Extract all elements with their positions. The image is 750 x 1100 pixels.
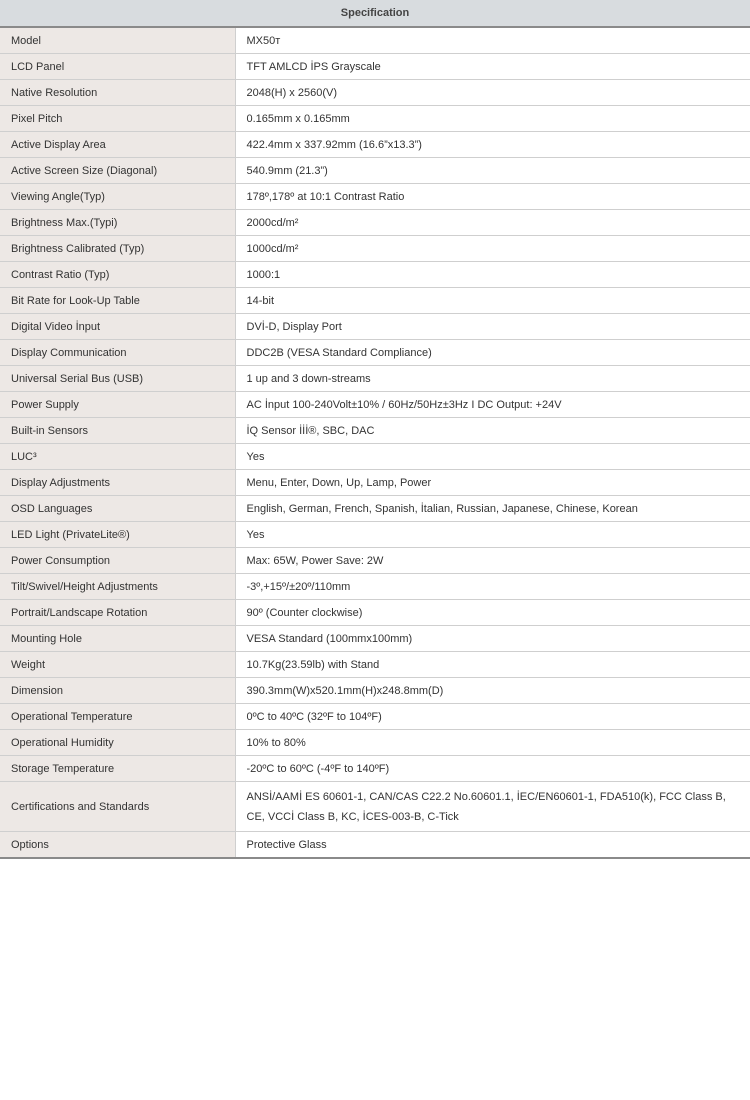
spec-value: ANSİ/AAMİ ES 60601-1, CAN/CAS C22.2 No.60601.1, İEC/EN60601-1, FDA510(k), FCC Class B, CE, VCCİ Class B, KC, İCES-003-B, C-Tick: [235, 782, 750, 832]
table-row: [0, 548, 750, 574]
spec-label: Operational Temperature: [0, 704, 235, 730]
table-row: [0, 236, 750, 262]
table-row: [0, 80, 750, 106]
spec-value: Yes: [235, 444, 750, 470]
spec-label: Dimension: [0, 678, 235, 704]
spec-label: Active Display Area: [0, 132, 235, 158]
spec-label: Storage Temperature: [0, 756, 235, 782]
spec-value: Menu, Enter, Down, Up, Lamp, Power: [235, 470, 750, 496]
spec-label: Active Screen Size (Diagonal): [0, 158, 235, 184]
spec-label: Brightness Calibrated (Typ): [0, 236, 235, 262]
table-row: [0, 132, 750, 158]
table-row: [0, 366, 750, 392]
spec-label: Pixel Pitch: [0, 106, 235, 132]
spec-label: Brightness Max.(Typi): [0, 210, 235, 236]
spec-value: -3º,+15º/±20º/110mm: [235, 574, 750, 600]
table-row: [0, 262, 750, 288]
table-row: [0, 470, 750, 496]
spec-value: 10.7Kg(23.59lb) with Stand: [235, 652, 750, 678]
table-row: [0, 626, 750, 652]
spec-label: LED Light (PrivateLite®): [0, 522, 235, 548]
spec-value: AC İnput 100-240Volt±10% / 60Hz/50Hz±3Hz I DC Output: +24V: [235, 392, 750, 418]
table-row: [0, 392, 750, 418]
spec-value: -20ºC to 60ºC (-4ºF to 140ºF): [235, 756, 750, 782]
table-row: [0, 652, 750, 678]
spec-value: 1 up and 3 down-streams: [235, 366, 750, 392]
spec-label: Bit Rate for Look-Up Table: [0, 288, 235, 314]
spec-value: 0.165mm x 0.165mm: [235, 106, 750, 132]
spec-value: 90º (Counter clockwise): [235, 600, 750, 626]
spec-value: 390.3mm(W)x520.1mm(H)x248.8mm(D): [235, 678, 750, 704]
table-row: [0, 678, 750, 704]
spec-label: Portrait/Landscape Rotation: [0, 600, 235, 626]
table-row: [0, 600, 750, 626]
table-row: [0, 184, 750, 210]
spec-value: 422.4mm x 337.92mm (16.6”x13.3”): [235, 132, 750, 158]
table-row: [0, 106, 750, 132]
spec-value: 1000cd/m²: [235, 236, 750, 262]
table-row: [0, 210, 750, 236]
spec-value: 0ºC to 40ºC (32ºF to 104ºF): [235, 704, 750, 730]
spec-label: Built-in Sensors: [0, 418, 235, 444]
table-header: Specification: [0, 0, 750, 27]
table-row: [0, 288, 750, 314]
spec-label: Display Communication: [0, 340, 235, 366]
spec-value: 2000cd/m²: [235, 210, 750, 236]
spec-value: 178º,178º at 10:1 Contrast Ratio: [235, 184, 750, 210]
table-row: [0, 730, 750, 756]
spec-label: Contrast Ratio (Typ): [0, 262, 235, 288]
spec-label: LCD Panel: [0, 54, 235, 80]
table-row: [0, 574, 750, 600]
spec-value: DVİ-D, Display Port: [235, 314, 750, 340]
spec-value: 10% to 80%: [235, 730, 750, 756]
spec-value: 14-bit: [235, 288, 750, 314]
spec-label: Display Adjustments: [0, 470, 235, 496]
table-row: [0, 314, 750, 340]
spec-value: 540.9mm (21.3”): [235, 158, 750, 184]
table-row: [0, 340, 750, 366]
spec-value: Max: 65W, Power Save: 2W: [235, 548, 750, 574]
spec-value: English, German, French, Spanish, İtalian, Russian, Japanese, Chinese, Korean: [235, 496, 750, 522]
table-row: [0, 832, 750, 859]
table-row: [0, 522, 750, 548]
table-row: [0, 704, 750, 730]
spec-label: Viewing Angle(Typ): [0, 184, 235, 210]
spec-label: Tilt/Swivel/Height Adjustments: [0, 574, 235, 600]
table-row: [0, 418, 750, 444]
table-row: [0, 27, 750, 54]
spec-label: Weight: [0, 652, 235, 678]
spec-value: Yes: [235, 522, 750, 548]
spec-label: Operational Humidity: [0, 730, 235, 756]
spec-label: Native Resolution: [0, 80, 235, 106]
spec-value: Protective Glass: [235, 832, 750, 859]
spec-label: Power Supply: [0, 392, 235, 418]
spec-label: Power Consumption: [0, 548, 235, 574]
spec-label: Options: [0, 832, 235, 859]
spec-label: Digital Video İnput: [0, 314, 235, 340]
spec-label: Universal Serial Bus (USB): [0, 366, 235, 392]
spec-value: VESA Standard (100mmx100mm): [235, 626, 750, 652]
spec-label: LUC³: [0, 444, 235, 470]
table-row: [0, 496, 750, 522]
table-row: [0, 158, 750, 184]
spec-label: OSD Languages: [0, 496, 235, 522]
spec-label: Model: [0, 27, 235, 54]
spec-label: Certifications and Standards: [0, 782, 235, 832]
spec-value: 2048(H) x 2560(V): [235, 80, 750, 106]
spec-value: İQ Sensor İİİ®, SBC, DAC: [235, 418, 750, 444]
table-header-row: [0, 0, 750, 27]
table-row: [0, 54, 750, 80]
table-row: [0, 444, 750, 470]
spec-value: DDC2B (VESA Standard Compliance): [235, 340, 750, 366]
spec-value: TFT AMLCD İPS Grayscale: [235, 54, 750, 80]
spec-label: Mounting Hole: [0, 626, 235, 652]
spec-value: 1000:1: [235, 262, 750, 288]
table-row: [0, 756, 750, 782]
spec-value: MX50ᴛ: [235, 27, 750, 54]
table-body: [0, 27, 750, 858]
table-row: [0, 782, 750, 832]
